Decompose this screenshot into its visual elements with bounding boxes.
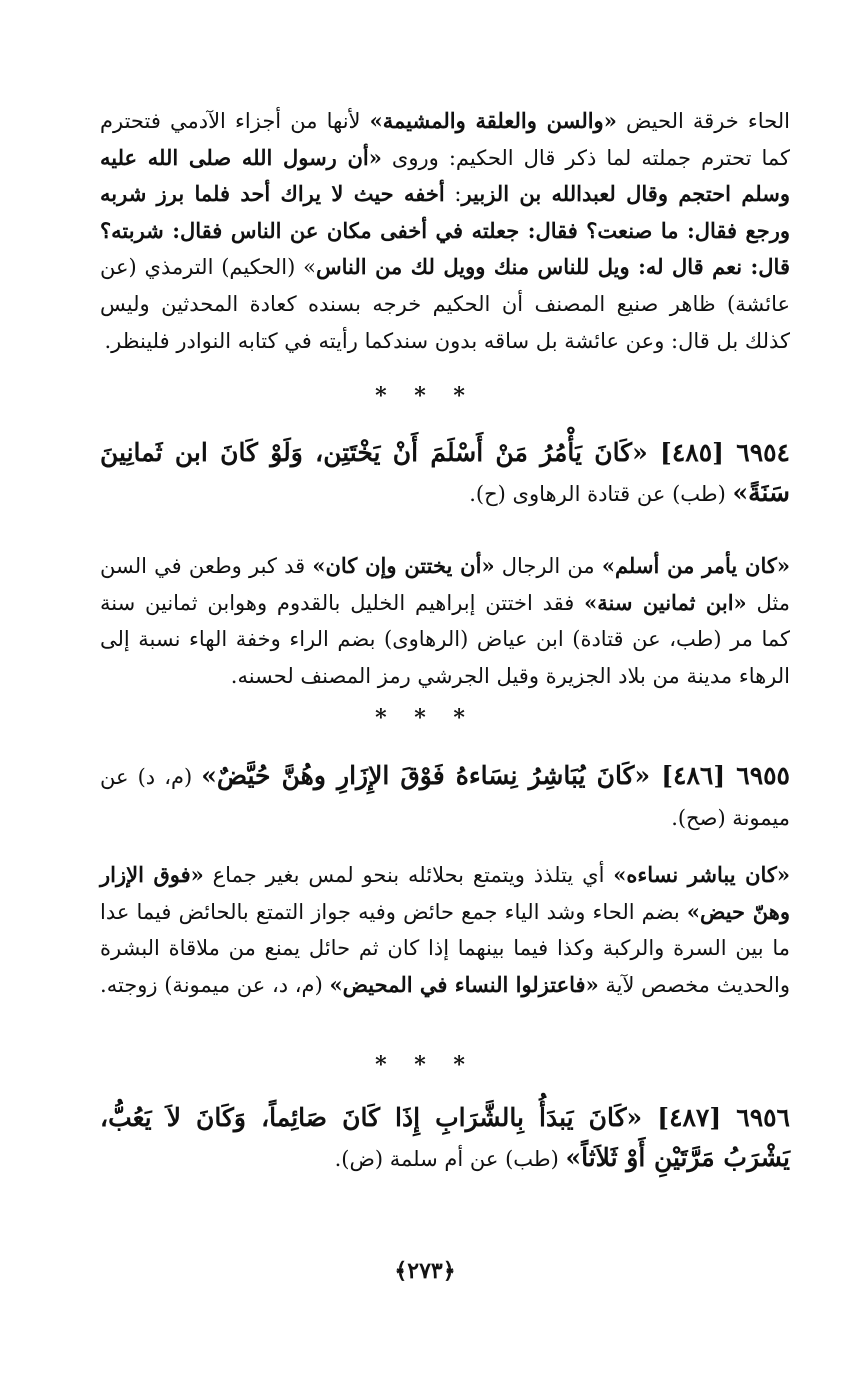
hadith-source: (طب) عن أم سلمة (ض).	[334, 1147, 566, 1171]
hadith-source: (م، د) عن ميمونة (صح).	[100, 765, 790, 830]
text-run: لأنها من أجزاء الآدمي فتحترم كما تحترم جملته لما ذكر قال الحكيم: وروى	[100, 109, 790, 170]
text-run-bold: «أن رسول الله صلى الله عليه وسلم احتجم وقال لعبدالله بن الزبير	[100, 144, 790, 207]
text-run: أي يتلذذ ويتمتع بحلائله بنحو لمس بغير جماع	[203, 863, 614, 887]
hadith-text: ٦٩٥٥ [٤٨٦] «كَانَ يُبَاشِرُ نِسَاءهُ فَوْقَ الإِزَارِ وهُنَّ حُيَّضٌ»	[201, 761, 790, 790]
section-separator: * * *	[375, 1052, 475, 1078]
text-run-bold: «ابن ثمانين سنة»	[584, 589, 747, 615]
text-run: » (الحكيم) الترمذي (عن عائشة) ظاهر صنيع المصنف أن الحكيم خرجه بسنده كعادة المحدثين وليس كذلك بل قال: وعن عائشة بل ساقه بدون سندكما رأيته في كتابه النوادر فلينظر.	[100, 255, 790, 353]
hadith-6956	[100, 1098, 790, 1179]
text-run-bold: «كان يباشر نساءه»	[613, 862, 791, 887]
text-run-bold: أخفه حيث لا يراك أحد فلما برز شربه ورجع فقال: ما صنعت؟ فقال: جعلته في أخفى مكان عن الناس فقال: شربته؟ قال: نعم قال له: ويل للناس منك وويل لك من الناس	[100, 181, 790, 280]
commentary-6955	[100, 857, 790, 1003]
intro-commentary	[100, 103, 790, 359]
text-run: (م، د، عن ميمونة) زوجته.	[100, 972, 330, 997]
text-run: :	[444, 182, 462, 207]
commentary-6954	[100, 548, 790, 694]
section-separator: * * *	[375, 383, 475, 409]
text-run: من الرجال	[494, 554, 602, 578]
text-run: بضم الحاء وشد الياء جمع حائض وفيه جواز التمتع بالحائض فيما عدا ما بين السرة والركبة وكذا فيما بينهما إذا كان ثم حائل يمنع من ملاقاة البشرة والحديث مخصص لآية	[100, 899, 790, 997]
text-run: فقد اختتن إبراهيم الخليل بالقدوم وهوابن ثمانين سنة كما مر (طب، عن قتادة) ابن عياض (الرهاوى) بضم الراء وخفة الهاء نسبة إلى الرهاء مدينة من بلاد الجزيرة وقيل الجرشي رمز المصنف لحسنه.	[100, 590, 790, 688]
hadith-text: ٦٩٥٤ [٤٨٥] «كَانَ يَأْمُرُ مَنْ أَسْلَمَ أَنْ يَخْتَتِن، وَلَوْ كَانَ ابن ثَمانِينَ سَنَةً»	[100, 438, 790, 507]
hadith-text: ٦٩٥٦ [٤٨٧] «كَانَ يَبدَأُ بِالشَّرَابِ إِذَا كَانَ صَائِماً، وَكَانَ لاَ يَعُبُّ، يَشْرَبُ مَرَّتَيْنِ أَوْ ثَلاَثاً»	[100, 1103, 790, 1172]
hadith-6954	[100, 433, 790, 514]
hadith-6955	[100, 756, 790, 838]
hadith-source: (طب) عن قتادة الرهاوى (ح).	[469, 482, 733, 506]
text-run-bold: «فوق الإزار وهنّ حيض»	[100, 862, 791, 924]
text-run-bold: «كان يأمر من أسلم»	[601, 553, 790, 578]
page-number: ﴿٢٧٣﴾	[394, 1258, 456, 1284]
text-run-bold: «فاعتزلوا النساء في المحيض»	[329, 971, 599, 997]
text-run-bold: «أن يختتن وإن كان»	[312, 553, 495, 578]
section-separator: * * *	[375, 705, 475, 731]
text-run: الحاء خرقة الحيض	[616, 109, 790, 133]
text-run-bold: «والسن والعلقة والمشيمة»	[369, 108, 617, 133]
text-run: قد كبر وطعن في السن مثل	[100, 554, 790, 615]
